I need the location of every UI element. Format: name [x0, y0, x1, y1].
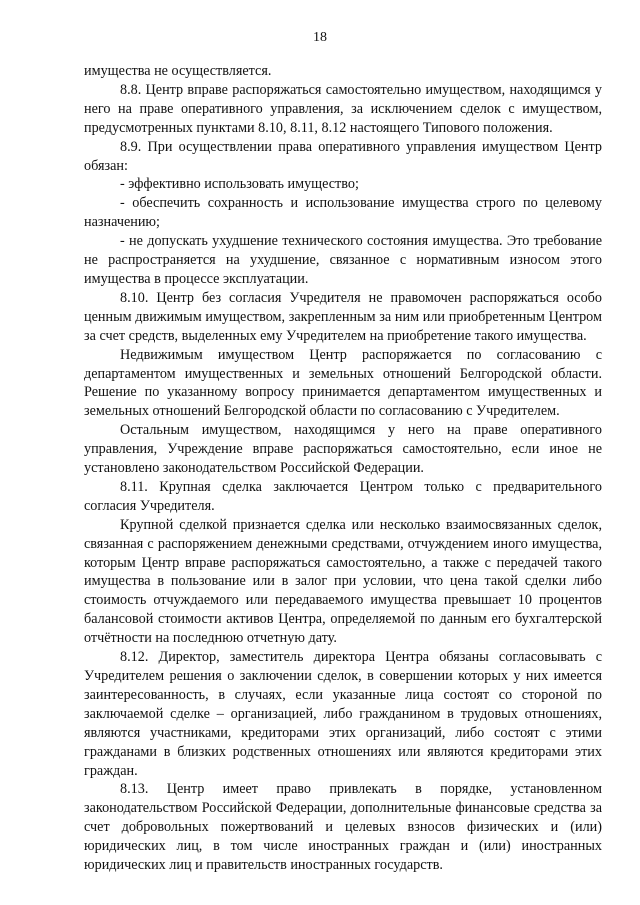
paragraph-8-11: 8.11. Крупная сделка заключается Центром только с предварительного согласия Учредителя. — [84, 478, 602, 514]
list-item-prevent-deterioration: - не допускать ухудшение технического состояния имущества. Это требование не распространяется на ухудшение, связанное с нормативным износом этого имущества в процессе эксплуатации. — [84, 233, 602, 287]
paragraph-8-9: 8.9. При осуществлении права оперативного управления имуществом Центр обязан: — [84, 138, 602, 174]
page-number: 18 — [313, 30, 327, 45]
paragraph-8-10: 8.10. Центр без согласия Учредителя не правомочен распоряжаться особо ценным движимым имуществом, закрепленным за ним или приобретенным Центром за счет средств, выделенных ему Учредителем на приобретение такого имущества. — [84, 289, 602, 344]
list-item-ensure-safety: - обеспечить сохранность и использование имущества строго по целевому назначению; — [84, 195, 602, 231]
paragraph-real-estate: Недвижимым имуществом Центр распоряжается по согласованию с департаментом имущественных и земельных отношений Белгородской области. Решение по указанному вопросу принимается департаментом имущественных и земельных отношений Белгородской области по согласованию с Учредителем. — [84, 346, 602, 420]
paragraph-continuation: имущества не осуществляется. — [84, 63, 272, 79]
paragraph-major-transaction: Крупной сделкой признается сделка или несколько взаимосвязанных сделок, связанная с распоряжением денежными средствами, отчуждением иного имущества, которым Центр вправе распоряжаться самостоятельно, а также с передачей такого имущества в пользование или в залог при условии, что цена такой сделки либо стоимость отчуждаемого или передаваемого имущества превышает 10 процентов балансовой стоимости активов Центра, определяемой по данным его бухгалтерской отчётности на последнюю отчетную дату. — [84, 516, 602, 647]
paragraph-8-12: 8.12. Директор, заместитель директора Центра обязаны согласовывать с Учредителем решения о заключении сделок, в совершении которых у них имеется заинтересованность, в случаях, если указанные лица состоят со стороной по заключаемой сделке – организацией, либо гражданином в трудовых отношениях, являются участниками, кредиторами этих организаций, либо состоят с этими гражданами в близких родственных отношениях или являются кредиторами этих граждан. — [84, 649, 602, 779]
paragraph-other-property: Остальным имуществом, находящимся у него на праве оперативного управления, Учреждение вправе распоряжаться самостоятельно, если иное не установлено законодательством Российской Федерации. — [84, 422, 602, 477]
paragraph-8-8: 8.8. Центр вправе распоряжаться самостоятельно имуществом, находящимся у него на праве оперативного управления, за исключением сделок с имуществом, предусмотренных пунктами 8.10, 8.11, 8.12 настоящего Типового положения. — [84, 81, 602, 136]
document-body — [84, 62, 602, 875]
list-item-use-effectively: - эффективно использовать имущество; — [120, 176, 359, 193]
paragraph-8-13: 8.13. Центр имеет право привлекать в порядке, установленном законодательством Российской Федерации, дополнительные финансовые средства за счет добровольных пожертвований и целевых взносов физических и (или) юридических лиц, в том числе иностранных граждан и (или) иностранных юридических лиц и правительств иностранных государств. — [84, 781, 602, 874]
